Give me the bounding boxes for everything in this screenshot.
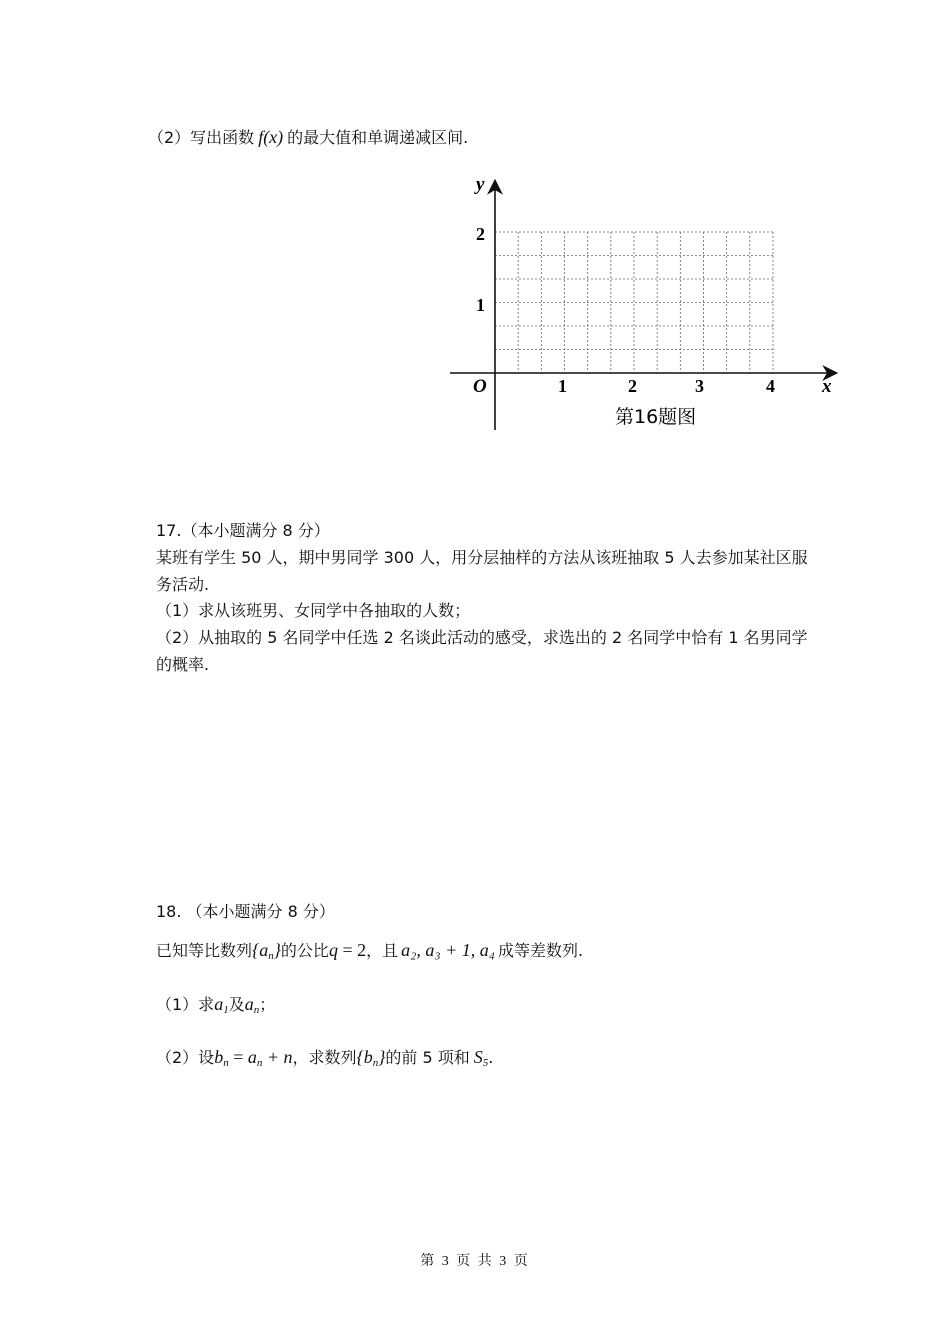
grid-lines: [495, 232, 773, 373]
y-axis-label: y: [476, 174, 485, 195]
coordinate-grid-figure: [440, 170, 860, 440]
q18-part2-bn-base: b: [214, 1047, 224, 1067]
q18-part2-s5-base: S: [473, 1047, 483, 1067]
q18-stem-terms: a₂, a₃ + 1, a₄: [401, 940, 496, 960]
q18-part2-seq-sub: n: [372, 1057, 379, 1069]
q18-heading: 18. （本小题满分 8 分）: [156, 902, 335, 921]
q18-part2-seq-close: }: [378, 1047, 386, 1067]
q18-part2-an-base: a: [247, 1047, 257, 1067]
q18-stem-q: q: [328, 940, 338, 960]
q18-part2: [156, 1047, 493, 1073]
q18-part1-a1-base: a: [214, 994, 224, 1014]
q18-part1-a1-sub: 1: [223, 1004, 229, 1016]
q18-part2-an: [248, 1047, 263, 1067]
y-tick-2: 2: [476, 224, 485, 244]
figure-caption: 第16题图: [615, 406, 697, 428]
q18-part1-an: [245, 994, 260, 1014]
q18-part2-an-sub: n: [256, 1057, 263, 1069]
q18-stem-seq: [252, 940, 281, 960]
q16-part2-math: f(x): [258, 127, 284, 147]
q17-heading: 17.（本小题满分 8 分）: [156, 521, 330, 540]
q18-part1-end: ；: [259, 995, 276, 1014]
q18-part2-bn-sub: n: [223, 1057, 229, 1069]
q18-stem: [156, 940, 583, 966]
q17-stem-line1: 某班有学生 50 人，期中男同学 300 人，用分层抽样的方法从该班抽取 5 人去参加某社区服: [156, 548, 808, 567]
q18-part2-s5-sub: 5: [482, 1057, 489, 1069]
q18-stem-suffix: 成等差数列.: [498, 941, 584, 960]
q18-part2-eq: =: [228, 1047, 248, 1067]
x-tick-2: 2: [628, 376, 637, 396]
q18-part1-prefix: （1）求: [156, 995, 215, 1014]
q18-stem-prefix: 已知等比数列: [156, 941, 253, 960]
q18-part1-an-base: a: [244, 994, 254, 1014]
x-tick-1: 1: [558, 376, 567, 396]
q18-part1-a1: [214, 994, 229, 1014]
q18-part1-an-sub: n: [253, 1004, 260, 1016]
q18-stem-mid: 的公比: [280, 941, 329, 960]
page-footer: 第 3 页 共 3 页: [420, 1254, 530, 1269]
q16-part2-prefix: （2）写出函数: [148, 128, 255, 147]
q18-part2-prefix: （2）设: [156, 1048, 215, 1067]
q18-stem-seq-base: {a: [252, 940, 269, 960]
x-axis-label: x: [822, 376, 832, 397]
q16-part2-suffix: 的最大值和单调递减区间.: [287, 128, 469, 147]
q18-part2-mid2: 的前 5 项和: [385, 1048, 470, 1067]
q18-part2-plus-n: + n: [262, 1047, 293, 1067]
q17-part2-line2: 的概率.: [156, 655, 210, 674]
q18-part2-seq: [357, 1047, 386, 1067]
q17-stem-line2: 务活动.: [156, 575, 210, 594]
q18-part2-bn: [214, 1047, 229, 1067]
q18-stem-q-eq: = 2: [337, 940, 367, 960]
q17-part2-line1: （2）从抽取的 5 名同学中任选 2 名谈此活动的感受，求选出的 2 名同学中恰有 1 名男同学: [156, 628, 808, 647]
q18-part2-seq-base: {b: [356, 1047, 373, 1067]
q18-stem-seq-sub: n: [268, 950, 274, 962]
q16-part2: [148, 127, 468, 148]
y-tick-1: 1: [476, 295, 485, 315]
origin-label: O: [473, 376, 487, 397]
q17-part1: （1）求从该班男、女同学中各抽取的人数；: [156, 601, 471, 620]
x-tick-3: 3: [695, 376, 704, 396]
q18-part1: [156, 994, 275, 1020]
q18-part2-mid: ，求数列: [292, 1048, 357, 1067]
q18-stem-seq-close: }: [273, 940, 281, 960]
q18-part2-end: .: [488, 1048, 494, 1067]
x-tick-4: 4: [766, 376, 775, 396]
q18-stem-and: ，且: [366, 941, 399, 960]
q18-part2-s5: [474, 1047, 489, 1067]
q18-part1-ji: 及: [228, 995, 245, 1014]
